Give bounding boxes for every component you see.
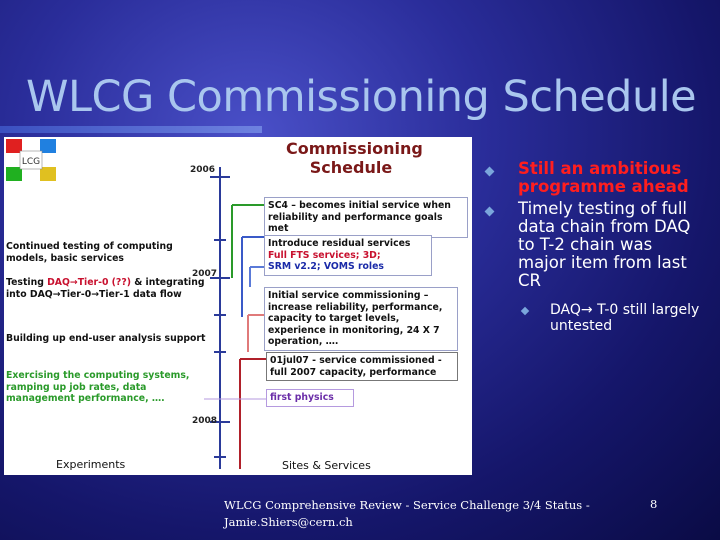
caption-experiments: Experiments xyxy=(56,458,126,471)
bullet-item xyxy=(480,200,700,290)
slide-title: WLCG Commissioning Schedule xyxy=(26,72,697,122)
figure-heading: Commissioning Schedule xyxy=(286,139,423,177)
left-item-testing-models: Continued testing of computing models, basic services xyxy=(6,241,173,264)
box-residual-services: Introduce residual services Full FTS services; 3D; SRM v2.2; VOMS roles xyxy=(264,235,432,276)
sub-bullet-marker-icon xyxy=(521,307,529,315)
bullet-marker-icon xyxy=(485,167,495,177)
year-2007: 2007 xyxy=(192,269,218,279)
box-first-physics: first physics xyxy=(266,389,354,407)
bullet-item xyxy=(480,160,700,196)
bullet-text: Timely testing of full data chain from DAQ to T-2 chain was major item from last CR xyxy=(518,199,691,290)
box-sc4: SC4 – becomes initial service when reliability and performance goals met xyxy=(264,197,468,238)
schedule-figure xyxy=(4,137,472,475)
bullet-list xyxy=(480,160,700,334)
page-number: 8 xyxy=(650,497,658,511)
year-2006: 2006 xyxy=(190,165,216,175)
left-item-analysis-support: Building up end-user analysis support xyxy=(6,333,206,344)
bullet-marker-icon xyxy=(485,207,495,217)
title-underline xyxy=(0,126,262,133)
sub-bullet-text: DAQ→ T-0 still largely untested xyxy=(550,302,700,334)
caption-sites-services: Sites & Services xyxy=(282,459,371,472)
bullet-text: Still an ambitious programme ahead xyxy=(518,159,689,196)
sub-bullet-item xyxy=(480,302,700,334)
footer-text: WLCG Comprehensive Review - Service Challenge 3/4 Status - Jamie.Shiers@cern.ch xyxy=(224,498,590,529)
logo-text: LCG xyxy=(21,157,41,167)
left-item-exercising: Exercising the computing systems, ramping up job rates, data management performance, …. xyxy=(6,370,190,404)
daq-highlight: DAQ→Tier-0 (??) xyxy=(47,277,131,288)
box-service-commissioned: 01jul07 - service commissioned - full 2007 capacity, performance xyxy=(266,352,458,381)
left-item-daq-testing: Testing DAQ→Tier-0 (??) & integrating into DAQ→Tier-0→Tier-1 data flow xyxy=(6,277,205,300)
year-2008: 2008 xyxy=(192,416,218,426)
box-initial-commissioning: Initial service commissioning – increase reliability, performance, capacity to target levels, experience in monitoring, 24 X 7 operation, …. xyxy=(264,287,458,351)
